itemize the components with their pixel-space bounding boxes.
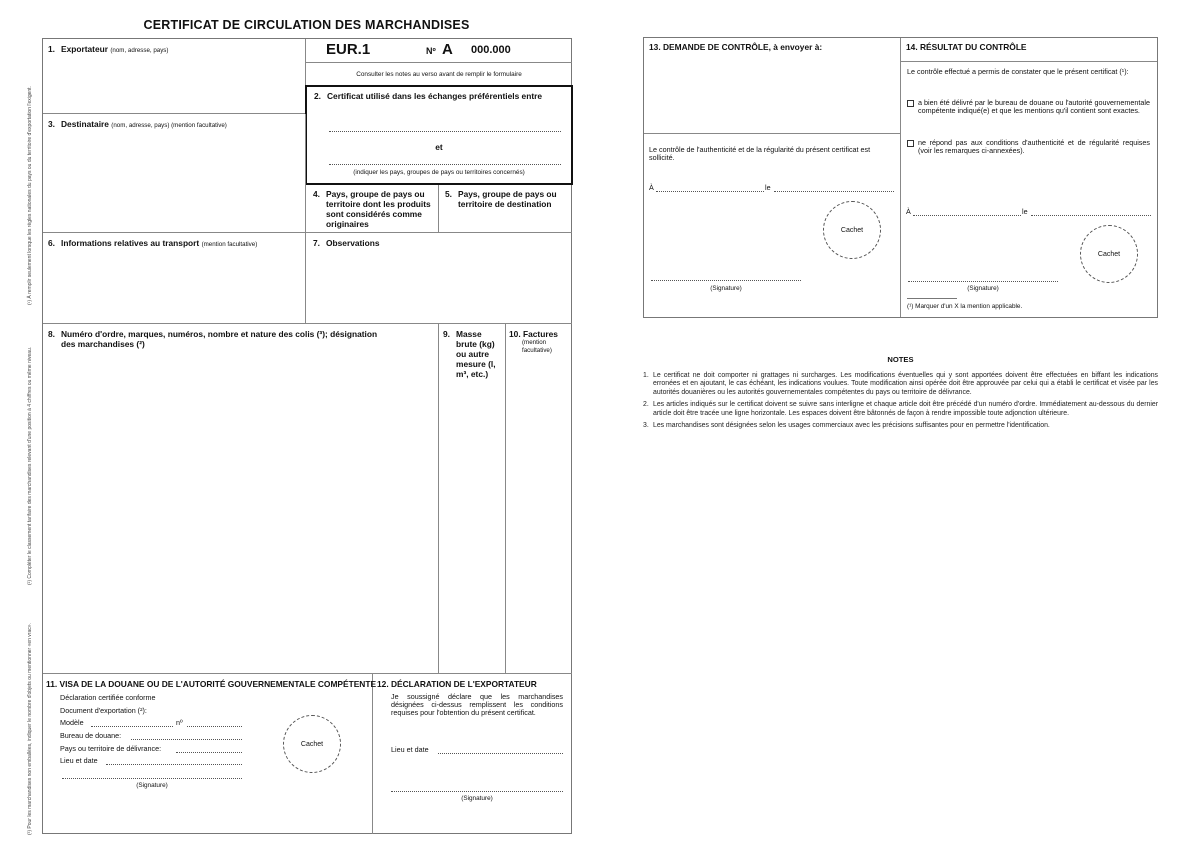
model-label: Modèle xyxy=(60,718,84,727)
number-letter: A xyxy=(442,41,453,58)
signature-label: (Signature) xyxy=(967,285,999,292)
certificate-number: 000.000 xyxy=(471,44,511,56)
box-2-hint: (indiquer les pays, groupes de pays ou territoires concernés) xyxy=(353,169,525,176)
country-line-1[interactable] xyxy=(329,131,561,132)
place-label: À xyxy=(649,183,654,192)
customs-office-field[interactable] xyxy=(131,739,242,740)
place-date-field[interactable] xyxy=(106,764,242,765)
box-3-hint: (nom, adresse, pays) (mention facultative) xyxy=(111,122,227,129)
place-field[interactable] xyxy=(656,191,764,192)
box-4-origin-country[interactable]: 4. Pays, groupe de pays ou territoire dont les produits sont considérés comme originaires xyxy=(306,185,439,233)
side-note-3: (³) Pour les marchandises non emballées, indiquer le nombre d'objets ou mentionner «en vrac». xyxy=(27,623,33,835)
country-line-2[interactable] xyxy=(329,164,561,165)
box-1-label: Exportateur xyxy=(61,44,109,54)
date-label: le xyxy=(1022,207,1028,216)
box-10-invoices[interactable]: 10. Factures (mention facultative) xyxy=(506,324,572,674)
box-13-verification-request[interactable]: 13. DEMANDE DE CONTRÔLE, à envoyer à: xyxy=(644,38,901,134)
place-field[interactable] xyxy=(913,215,1021,216)
box-10-label: Factures xyxy=(522,329,558,339)
stamp-circle: Cachet xyxy=(283,715,341,773)
box-6-transport[interactable]: 6. Informations relatives au transport (mention facultative) xyxy=(43,233,306,324)
box-14-verification-result[interactable] xyxy=(901,62,1157,317)
box-8-goods-description[interactable]: 8. Numéro d'ordre, marques, numéros, nombre et nature des colis (³); désignation des marchandises (²) xyxy=(43,324,439,674)
model-field[interactable] xyxy=(91,726,173,727)
note-item: 1. Le certificat ne doit comporter ni grattages ni surcharges. Les modifications éventuelles qui y sont apportées doivent être effectuées en biffant les indications erronées et en ajoutant, le cas échéant, les indications voulues. Toute modification ainsi opérée doit être approuvée par celui qui a établi le certificat et visée par les autorités douanières ou les autorités gouvernementales compétentes du pays ou territoire de délivrance. xyxy=(643,372,1158,396)
box-12-exporter-declaration[interactable]: 12. DÉCLARATION DE L'EXPORTATEUR Je soussigné déclare que les marchandises désignées ci-dessus remplissent les conditions requises pour l'obtention du présent certificat. Lieu et date (Signature) xyxy=(377,679,563,802)
box-3-consignee[interactable]: 3. Destinataire (nom, adresse, pays) (mention facultative) xyxy=(43,114,306,233)
box-10-hint: (mention facultative) xyxy=(522,339,552,354)
checkbox-authentic[interactable] xyxy=(907,100,914,107)
box-6-label: Informations relatives au transport xyxy=(61,238,200,248)
box-9-label: Masse brute (kg) ou autre mesure (l, m³, etc.) xyxy=(456,329,496,379)
box-9-gross-mass[interactable]: 9. Masse brute (kg) ou autre mesure (l, m³, etc.) xyxy=(439,324,506,674)
footnote-rule xyxy=(907,298,957,299)
notes-title: NOTES xyxy=(887,355,914,364)
box-2-label: Certificat utilisé dans les échanges préférentiels entre xyxy=(327,91,543,101)
issuing-country-field[interactable] xyxy=(176,752,242,753)
instruction-row xyxy=(306,63,572,85)
box-13-body[interactable] xyxy=(644,134,901,317)
box-5-destination-country[interactable]: 5. Pays, groupe de pays ou territoire de destination xyxy=(439,185,572,233)
eur1-header xyxy=(306,39,572,63)
place-date-label: Lieu et date xyxy=(60,756,98,765)
box-1-exporter[interactable]: 1. Exportateur (nom, adresse, pays) xyxy=(43,39,306,114)
and-label: et xyxy=(435,142,443,152)
box-8-label: Numéro d'ordre, marques, numéros, nombre et nature des colis (³); désignation des marchandises (²) xyxy=(61,329,378,349)
result-intro: Le contrôle effectué a permis de constater que le présent certificat (¹): xyxy=(907,67,1129,76)
verification-request-text: Le contrôle de l'authenticité et de la régularité du présent certificat est sollicité. xyxy=(649,145,871,162)
note-item: 3. Les marchandises sont désignées selon les usages commerciaux avec les précisions suffisantes pour en permettre l'identification. xyxy=(643,422,1050,430)
option-authentic[interactable] xyxy=(907,99,1150,115)
box-6-hint: (mention facultative) xyxy=(201,241,258,248)
option-authentic-text: a bien été délivré par le bureau de douane ou l'autorité gouvernementale compétente indiqué(e) et que les mentions qu'il contient sont exactes. xyxy=(918,98,1150,115)
box-13-label: DEMANDE DE CONTRÔLE, à envoyer à: xyxy=(662,42,823,52)
notes-list xyxy=(643,372,1158,434)
box-5-label: Pays, groupe de pays ou territoire de destination xyxy=(458,189,557,209)
footnote: (¹) Marquer d'un X la mention applicable. xyxy=(907,303,1023,310)
checkbox-not-authentic[interactable] xyxy=(907,140,914,147)
box-14-header: 14. RÉSULTAT DU CONTRÔLE xyxy=(901,38,1157,62)
signature-label: (Signature) xyxy=(136,782,168,789)
note-item: 2. Les articles indiqués sur le certificat doivent se suivre sans interligne et chaque article doit être précédé d'un numéro d'ordre. Immédiatement au-dessous du dernier article doit être tracée une ligne horizontale. Les espaces doivent être bâtonnés de façon à rendre impossible toute adjonction ultérieure. xyxy=(643,401,1158,417)
form-code: EUR.1 xyxy=(326,41,371,58)
option-not-authentic[interactable] xyxy=(907,139,1150,155)
signature-line[interactable] xyxy=(62,778,242,779)
date-field[interactable] xyxy=(774,191,894,192)
signature-label: (Signature) xyxy=(461,795,493,802)
signature-line[interactable] xyxy=(908,281,1058,282)
date-field[interactable] xyxy=(1031,215,1151,216)
export-document-label: Document d'exportation (²): xyxy=(60,706,147,715)
model-number-field[interactable] xyxy=(187,726,242,727)
side-note-2: (²) Compléter le classement tarifaire des marchandises relevant d'une position à 4 chiffres ou même niveau. xyxy=(27,346,33,585)
certificate-front xyxy=(42,38,572,834)
issuing-country-label: Pays ou territoire de délivrance: xyxy=(60,744,162,753)
model-number-label: nº xyxy=(176,718,183,727)
box-11-label: VISA DE LA DOUANE OU DE L'AUTORITÉ GOUVERNEMENTALE COMPÉTENTE xyxy=(59,679,377,689)
customs-office-label: Bureau de douane: xyxy=(60,731,122,740)
declaration-text: Je soussigné déclare que les marchandises désignées ci-dessus remplissent les conditions requises pour l'obtention du présent certificat. xyxy=(391,692,563,717)
box-11-customs-endorsement[interactable]: 11. VISA DE LA DOUANE OU DE L'AUTORITÉ GOUVERNEMENTALE COMPÉTENTE Déclaration certifiée conforme Document d'exportation (²): Modèle nº Bureau de douane: Pays ou territoire de délivrance: Lieu et date (Signature) Cachet xyxy=(43,674,373,834)
place-date-label: Lieu et date xyxy=(391,745,429,754)
box-12-label: DÉCLARATION DE L'EXPORTATEUR xyxy=(390,679,537,689)
document-title: CERTIFICAT DE CIRCULATION DES MARCHANDISES xyxy=(143,18,470,32)
place-label: À xyxy=(906,207,911,216)
box-4-label: Pays, groupe de pays ou territoire dont les produits sont considérés comme originaires xyxy=(326,189,431,229)
certified-declaration: Déclaration certifiée conforme xyxy=(60,693,156,702)
stamp-circle: Cachet xyxy=(823,201,881,259)
instruction-text: Consulter les notes au verso avant de remplir le formulaire xyxy=(356,70,522,78)
box-7-label: Observations xyxy=(326,238,380,248)
number-label: Nº xyxy=(426,46,436,56)
box-1-hint: (nom, adresse, pays) xyxy=(110,47,169,54)
signature-line[interactable] xyxy=(391,791,563,792)
signature-line[interactable] xyxy=(651,280,801,281)
date-label: le xyxy=(765,183,771,192)
certificate-back xyxy=(643,37,1158,318)
stamp-circle: Cachet xyxy=(1080,225,1138,283)
side-note-1: (¹) À remplir seulement lorsque les règles nationales du pays ou du territoire d'exportation l'exigent. xyxy=(27,86,33,305)
box-7-observations[interactable]: 7. Observations xyxy=(306,233,572,324)
box-3-label: Destinataire xyxy=(61,119,109,129)
signature-label: (Signature) xyxy=(710,285,742,292)
place-date-field[interactable] xyxy=(438,753,563,754)
box-2-preferential-trade[interactable]: 2. Certificat utilisé dans les échanges préférentiels entre et (indiquer les pays, groupes de pays ou territoires concernés) xyxy=(305,85,573,185)
option-not-authentic-text: ne répond pas aux conditions d'authenticité et de régularité requises (voir les remarques ci-annexées). xyxy=(918,138,1150,155)
box-14-label: RÉSULTAT DU CONTRÔLE xyxy=(919,42,1027,52)
